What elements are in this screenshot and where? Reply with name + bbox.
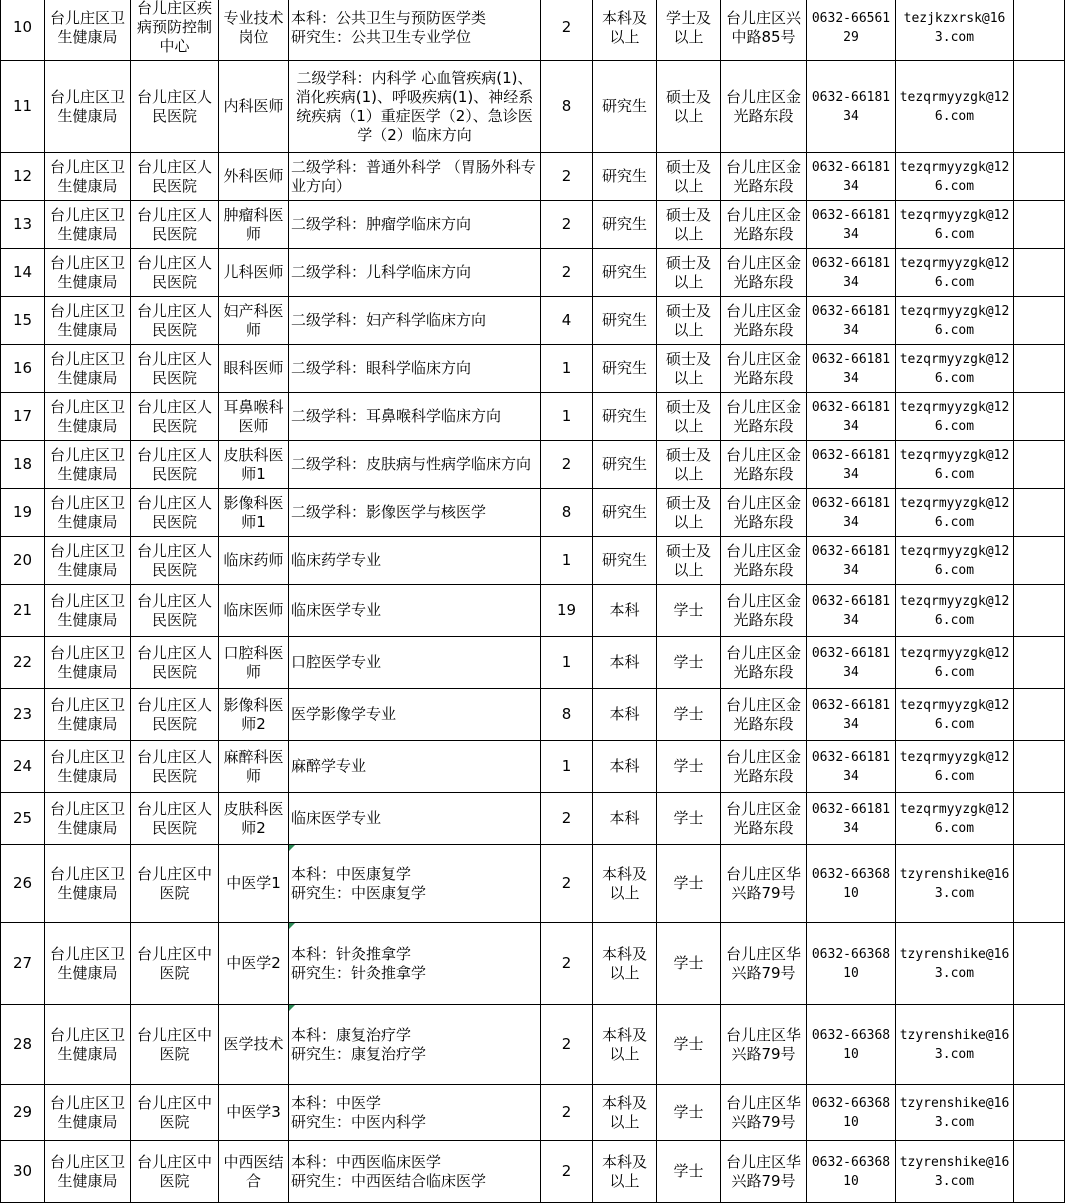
cell-edu: 本科及以上 <box>593 1005 657 1085</box>
cell-dept: 台儿庄区卫生健康局 <box>45 345 131 393</box>
cell-dept: 台儿庄区卫生健康局 <box>45 1085 131 1141</box>
cell-post: 麻醉科医师 <box>219 741 289 793</box>
cell-major: 本科：康复治疗学 研究生：康复治疗学 <box>289 1005 541 1085</box>
cell-edu: 本科及以上 <box>593 1085 657 1141</box>
cell-email: tezqrmyyzgk@126.com <box>896 153 1014 201</box>
cell-addr: 台儿庄区金光路东段 <box>721 585 807 637</box>
cell-email: tezqrmyyzgk@126.com <box>896 345 1014 393</box>
table-row <box>1 1085 1065 1141</box>
table-row <box>1 1141 1065 1203</box>
table-row <box>1 537 1065 585</box>
cell-phone: 0632-6618134 <box>807 585 896 637</box>
cell-unit: 台儿庄区人民医院 <box>131 637 219 689</box>
cell-dept: 台儿庄区卫生健康局 <box>45 537 131 585</box>
cell-major: 二级学科：眼科学临床方向 <box>289 345 541 393</box>
cell-dept: 台儿庄区卫生健康局 <box>45 61 131 153</box>
cell-major: 二级学科：内科学 心血管疾病(1)、消化疾病(1)、呼吸疾病(1)、神经系统疾病（1）重症医学（2）、急诊医学（2）临床方向 <box>289 61 541 153</box>
cell-remark <box>1014 1141 1065 1203</box>
cell-post: 医学技术 <box>219 1005 289 1085</box>
cell-post: 皮肤科医师1 <box>219 441 289 489</box>
cell-no: 26 <box>1 845 45 923</box>
cell-post: 肿瘤科医师 <box>219 201 289 249</box>
cell-post: 中西医结合 <box>219 1141 289 1203</box>
cell-major: 二级学科：肿瘤学临床方向 <box>289 201 541 249</box>
cell-remark <box>1014 741 1065 793</box>
cell-remark <box>1014 537 1065 585</box>
cell-major: 临床医学专业 <box>289 585 541 637</box>
cell-unit: 台儿庄区人民医院 <box>131 61 219 153</box>
cell-edu: 研究生 <box>593 489 657 537</box>
cell-phone: 0632-6618134 <box>807 297 896 345</box>
cell-phone: 0632-6618134 <box>807 793 896 845</box>
cell-email: tezqrmyyzgk@126.com <box>896 793 1014 845</box>
cell-addr: 台儿庄区金光路东段 <box>721 689 807 741</box>
table-row <box>1 923 1065 1005</box>
cell-phone: 0632-6636810 <box>807 923 896 1005</box>
cell-edu: 研究生 <box>593 249 657 297</box>
cell-email: tzyrenshike@163.com <box>896 1085 1014 1141</box>
cell-remark <box>1014 201 1065 249</box>
cell-remark <box>1014 637 1065 689</box>
cell-addr: 台儿庄区华兴路79号 <box>721 1141 807 1203</box>
cell-unit: 台儿庄区人民医院 <box>131 741 219 793</box>
cell-degree: 学士 <box>657 1141 721 1203</box>
cell-edu: 研究生 <box>593 201 657 249</box>
table-row <box>1 585 1065 637</box>
cell-count: 1 <box>541 741 593 793</box>
table-row <box>1 0 1065 61</box>
cell-remark <box>1014 793 1065 845</box>
cell-remark <box>1014 441 1065 489</box>
cell-major: 二级学科：耳鼻喉科学临床方向 <box>289 393 541 441</box>
cell-major: 本科：公共卫生与预防医学类 研究生：公共卫生专业学位 <box>289 0 541 61</box>
cell-addr: 台儿庄区金光路东段 <box>721 201 807 249</box>
cell-count: 1 <box>541 637 593 689</box>
cell-email: tezqrmyyzgk@126.com <box>896 297 1014 345</box>
cell-no: 15 <box>1 297 45 345</box>
cell-addr: 台儿庄区金光路东段 <box>721 637 807 689</box>
cell-dept: 台儿庄区卫生健康局 <box>45 845 131 923</box>
cell-phone: 0632-6636810 <box>807 1005 896 1085</box>
cell-phone: 0632-6636810 <box>807 1085 896 1141</box>
cell-phone: 0632-6618134 <box>807 537 896 585</box>
table-row <box>1 689 1065 741</box>
table-row <box>1 441 1065 489</box>
cell-no: 11 <box>1 61 45 153</box>
cell-major: 二级学科：普通外科学 （胃肠外科专业方向） <box>289 153 541 201</box>
cell-unit: 台儿庄区人民医院 <box>131 393 219 441</box>
cell-edu: 本科及以上 <box>593 923 657 1005</box>
cell-post: 临床医师 <box>219 585 289 637</box>
cell-dept: 台儿庄区卫生健康局 <box>45 393 131 441</box>
cell-count: 2 <box>541 793 593 845</box>
cell-unit: 台儿庄区人民医院 <box>131 585 219 637</box>
cell-addr: 台儿庄区金光路东段 <box>721 345 807 393</box>
cell-degree: 硕士及以上 <box>657 61 721 153</box>
cell-phone: 0632-6656129 <box>807 0 896 61</box>
cell-phone: 0632-6618134 <box>807 741 896 793</box>
cell-unit: 台儿庄区人民医院 <box>131 201 219 249</box>
cell-dept: 台儿庄区卫生健康局 <box>45 441 131 489</box>
cell-edu: 研究生 <box>593 61 657 153</box>
cell-addr: 台儿庄区金光路东段 <box>721 489 807 537</box>
cell-no: 16 <box>1 345 45 393</box>
cell-count: 2 <box>541 153 593 201</box>
cell-phone: 0632-6636810 <box>807 1141 896 1203</box>
cell-addr: 台儿庄区金光路东段 <box>721 61 807 153</box>
cell-phone: 0632-6618134 <box>807 441 896 489</box>
table-row <box>1 845 1065 923</box>
cell-email: tzyrenshike@163.com <box>896 923 1014 1005</box>
cell-unit: 台儿庄区中医院 <box>131 845 219 923</box>
cell-major: 二级学科：妇产科学临床方向 <box>289 297 541 345</box>
table-row <box>1 489 1065 537</box>
cell-degree: 硕士及以上 <box>657 201 721 249</box>
cell-no: 13 <box>1 201 45 249</box>
cell-dept: 台儿庄区卫生健康局 <box>45 489 131 537</box>
cell-post: 皮肤科医师2 <box>219 793 289 845</box>
cell-remark <box>1014 297 1065 345</box>
cell-email: tezqrmyyzgk@126.com <box>896 489 1014 537</box>
cell-post: 影像科医师1 <box>219 489 289 537</box>
table-row <box>1 1005 1065 1085</box>
cell-email: tezqrmyyzgk@126.com <box>896 637 1014 689</box>
cell-post: 影像科医师2 <box>219 689 289 741</box>
cell-no: 22 <box>1 637 45 689</box>
cell-no: 24 <box>1 741 45 793</box>
cell-count: 1 <box>541 345 593 393</box>
cell-unit: 台儿庄区人民医院 <box>131 441 219 489</box>
cell-degree: 学士 <box>657 1085 721 1141</box>
cell-remark <box>1014 249 1065 297</box>
table-row <box>1 741 1065 793</box>
cell-degree: 硕士及以上 <box>657 393 721 441</box>
cell-email: tezqrmyyzgk@126.com <box>896 741 1014 793</box>
cell-phone: 0632-6618134 <box>807 393 896 441</box>
cell-no: 14 <box>1 249 45 297</box>
cell-unit: 台儿庄区人民医院 <box>131 345 219 393</box>
cell-edu: 本科及以上 <box>593 845 657 923</box>
cell-count: 2 <box>541 923 593 1005</box>
cell-no: 20 <box>1 537 45 585</box>
cell-count: 2 <box>541 249 593 297</box>
cell-degree: 学士 <box>657 793 721 845</box>
cell-email: tezqrmyyzgk@126.com <box>896 689 1014 741</box>
cell-post: 外科医师 <box>219 153 289 201</box>
cell-post: 口腔科医师 <box>219 637 289 689</box>
cell-remark <box>1014 1085 1065 1141</box>
cell-addr: 台儿庄区金光路东段 <box>721 393 807 441</box>
cell-major: 医学影像学专业 <box>289 689 541 741</box>
cell-major: 临床医学专业 <box>289 793 541 845</box>
cell-email: tezqrmyyzgk@126.com <box>896 61 1014 153</box>
cell-post: 儿科医师 <box>219 249 289 297</box>
cell-email: tezqrmyyzgk@126.com <box>896 393 1014 441</box>
cell-addr: 台儿庄区金光路东段 <box>721 249 807 297</box>
cell-phone: 0632-6618134 <box>807 489 896 537</box>
cell-dept: 台儿庄区卫生健康局 <box>45 741 131 793</box>
cell-degree: 硕士及以上 <box>657 297 721 345</box>
cell-unit: 台儿庄区人民医院 <box>131 689 219 741</box>
cell-unit: 台儿庄区人民医院 <box>131 793 219 845</box>
cell-post: 专业技术岗位 <box>219 0 289 61</box>
cell-major: 麻醉学专业 <box>289 741 541 793</box>
cell-count: 2 <box>541 201 593 249</box>
cell-unit: 台儿庄区疾病预防控制中心 <box>131 0 219 61</box>
cell-major: 本科：中医学 研究生：中医内科学 <box>289 1085 541 1141</box>
cell-count: 2 <box>541 845 593 923</box>
table-row <box>1 393 1065 441</box>
cell-addr: 台儿庄区华兴路79号 <box>721 1085 807 1141</box>
cell-remark <box>1014 393 1065 441</box>
cell-edu: 研究生 <box>593 393 657 441</box>
table-row <box>1 201 1065 249</box>
cell-unit: 台儿庄区人民医院 <box>131 153 219 201</box>
cell-count: 8 <box>541 489 593 537</box>
cell-dept: 台儿庄区卫生健康局 <box>45 153 131 201</box>
cell-phone: 0632-6618134 <box>807 689 896 741</box>
cell-edu: 本科 <box>593 689 657 741</box>
cell-phone: 0632-6618134 <box>807 61 896 153</box>
table-row <box>1 345 1065 393</box>
cell-no: 23 <box>1 689 45 741</box>
cell-email: tezqrmyyzgk@126.com <box>896 249 1014 297</box>
cell-edu: 本科 <box>593 585 657 637</box>
cell-edu: 本科及以上 <box>593 1141 657 1203</box>
cell-remark <box>1014 0 1065 61</box>
table-row <box>1 793 1065 845</box>
cell-phone: 0632-6618134 <box>807 249 896 297</box>
cell-dept: 台儿庄区卫生健康局 <box>45 0 131 61</box>
cell-unit: 台儿庄区人民医院 <box>131 297 219 345</box>
cell-dept: 台儿庄区卫生健康局 <box>45 201 131 249</box>
cell-unit: 台儿庄区中医院 <box>131 1005 219 1085</box>
cell-phone: 0632-6618134 <box>807 153 896 201</box>
cell-degree: 学士 <box>657 923 721 1005</box>
cell-count: 2 <box>541 441 593 489</box>
cell-degree: 学士 <box>657 741 721 793</box>
cell-unit: 台儿庄区中医院 <box>131 1085 219 1141</box>
cell-post: 妇产科医师 <box>219 297 289 345</box>
cell-dept: 台儿庄区卫生健康局 <box>45 1141 131 1203</box>
cell-phone: 0632-6618134 <box>807 345 896 393</box>
table-row <box>1 153 1065 201</box>
cell-degree: 学士 <box>657 689 721 741</box>
cell-major: 本科：针灸推拿学 研究生：针灸推拿学 <box>289 923 541 1005</box>
table-row <box>1 297 1065 345</box>
cell-degree: 硕士及以上 <box>657 345 721 393</box>
cell-dept: 台儿庄区卫生健康局 <box>45 637 131 689</box>
cell-major: 本科：中西医临床医学 研究生：中西医结合临床医学 <box>289 1141 541 1203</box>
cell-post: 中医学1 <box>219 845 289 923</box>
cell-degree: 硕士及以上 <box>657 441 721 489</box>
cell-dept: 台儿庄区卫生健康局 <box>45 689 131 741</box>
cell-email: tezqrmyyzgk@126.com <box>896 585 1014 637</box>
cell-addr: 台儿庄区金光路东段 <box>721 297 807 345</box>
cell-remark <box>1014 689 1065 741</box>
cell-dept: 台儿庄区卫生健康局 <box>45 249 131 297</box>
cell-edu: 研究生 <box>593 345 657 393</box>
cell-major: 二级学科：皮肤病与性病学临床方向 <box>289 441 541 489</box>
cell-remark <box>1014 345 1065 393</box>
cell-remark <box>1014 1005 1065 1085</box>
cell-remark <box>1014 585 1065 637</box>
cell-dept: 台儿庄区卫生健康局 <box>45 1005 131 1085</box>
cell-degree: 硕士及以上 <box>657 537 721 585</box>
cell-unit: 台儿庄区人民医院 <box>131 537 219 585</box>
cell-degree: 学士 <box>657 585 721 637</box>
cell-edu: 本科及以上 <box>593 0 657 61</box>
cell-unit: 台儿庄区中医院 <box>131 923 219 1005</box>
cell-dept: 台儿庄区卫生健康局 <box>45 585 131 637</box>
cell-addr: 台儿庄区金光路东段 <box>721 153 807 201</box>
cell-degree: 学士 <box>657 637 721 689</box>
cell-addr: 台儿庄区金光路东段 <box>721 537 807 585</box>
table-row <box>1 249 1065 297</box>
cell-unit: 台儿庄区中医院 <box>131 1141 219 1203</box>
cell-major: 本科：中医康复学 研究生：中医康复学 <box>289 845 541 923</box>
cell-email: tzyrenshike@163.com <box>896 1005 1014 1085</box>
cell-addr: 台儿庄区华兴路79号 <box>721 923 807 1005</box>
table-body <box>1 0 1065 1203</box>
cell-post: 中医学2 <box>219 923 289 1005</box>
cell-no: 17 <box>1 393 45 441</box>
cell-count: 2 <box>541 1141 593 1203</box>
cell-degree: 硕士及以上 <box>657 153 721 201</box>
cell-addr: 台儿庄区兴中路85号 <box>721 0 807 61</box>
cell-no: 29 <box>1 1085 45 1141</box>
cell-no: 19 <box>1 489 45 537</box>
cell-no: 10 <box>1 0 45 61</box>
cell-dept: 台儿庄区卫生健康局 <box>45 793 131 845</box>
cell-degree: 学士 <box>657 845 721 923</box>
cell-addr: 台儿庄区金光路东段 <box>721 793 807 845</box>
cell-email: tezjkzxrsk@163.com <box>896 0 1014 61</box>
cell-count: 1 <box>541 537 593 585</box>
cell-remark <box>1014 153 1065 201</box>
cell-addr: 台儿庄区金光路东段 <box>721 441 807 489</box>
cell-degree: 硕士及以上 <box>657 249 721 297</box>
cell-no: 30 <box>1 1141 45 1203</box>
cell-email: tezqrmyyzgk@126.com <box>896 537 1014 585</box>
cell-count: 2 <box>541 1005 593 1085</box>
cell-phone: 0632-6618134 <box>807 637 896 689</box>
table-row <box>1 61 1065 153</box>
cell-post: 内科医师 <box>219 61 289 153</box>
cell-no: 27 <box>1 923 45 1005</box>
cell-count: 2 <box>541 1085 593 1141</box>
cell-major: 二级学科：影像医学与核医学 <box>289 489 541 537</box>
cell-remark <box>1014 489 1065 537</box>
cell-no: 12 <box>1 153 45 201</box>
cell-post: 中医学3 <box>219 1085 289 1141</box>
cell-addr: 台儿庄区华兴路79号 <box>721 845 807 923</box>
cell-count: 8 <box>541 689 593 741</box>
cell-email: tzyrenshike@163.com <box>896 845 1014 923</box>
cell-dept: 台儿庄区卫生健康局 <box>45 923 131 1005</box>
cell-major: 临床药学专业 <box>289 537 541 585</box>
cell-count: 8 <box>541 61 593 153</box>
cell-post: 耳鼻喉科医师 <box>219 393 289 441</box>
cell-addr: 台儿庄区金光路东段 <box>721 741 807 793</box>
cell-edu: 研究生 <box>593 537 657 585</box>
cell-major: 二级学科：儿科学临床方向 <box>289 249 541 297</box>
cell-degree: 硕士及以上 <box>657 489 721 537</box>
cell-remark <box>1014 923 1065 1005</box>
cell-edu: 研究生 <box>593 297 657 345</box>
cell-count: 2 <box>541 0 593 61</box>
cell-count: 4 <box>541 297 593 345</box>
cell-unit: 台儿庄区人民医院 <box>131 489 219 537</box>
cell-count: 19 <box>541 585 593 637</box>
cell-no: 21 <box>1 585 45 637</box>
cell-email: tezqrmyyzgk@126.com <box>896 201 1014 249</box>
cell-phone: 0632-6618134 <box>807 201 896 249</box>
cell-email: tezqrmyyzgk@126.com <box>896 441 1014 489</box>
cell-post: 临床药师 <box>219 537 289 585</box>
cell-no: 25 <box>1 793 45 845</box>
cell-edu: 本科 <box>593 793 657 845</box>
cell-major: 口腔医学专业 <box>289 637 541 689</box>
table-row <box>1 637 1065 689</box>
cell-remark <box>1014 61 1065 153</box>
cell-email: tzyrenshike@163.com <box>896 1141 1014 1203</box>
cell-edu: 本科 <box>593 637 657 689</box>
cell-degree: 学士 <box>657 1005 721 1085</box>
cell-edu: 研究生 <box>593 441 657 489</box>
cell-edu: 本科 <box>593 741 657 793</box>
cell-no: 18 <box>1 441 45 489</box>
cell-addr: 台儿庄区华兴路79号 <box>721 1005 807 1085</box>
cell-dept: 台儿庄区卫生健康局 <box>45 297 131 345</box>
cell-count: 1 <box>541 393 593 441</box>
cell-degree: 学士及以上 <box>657 0 721 61</box>
cell-phone: 0632-6636810 <box>807 845 896 923</box>
cell-edu: 研究生 <box>593 153 657 201</box>
cell-no: 28 <box>1 1005 45 1085</box>
cell-unit: 台儿庄区人民医院 <box>131 249 219 297</box>
cell-remark <box>1014 845 1065 923</box>
cell-post: 眼科医师 <box>219 345 289 393</box>
